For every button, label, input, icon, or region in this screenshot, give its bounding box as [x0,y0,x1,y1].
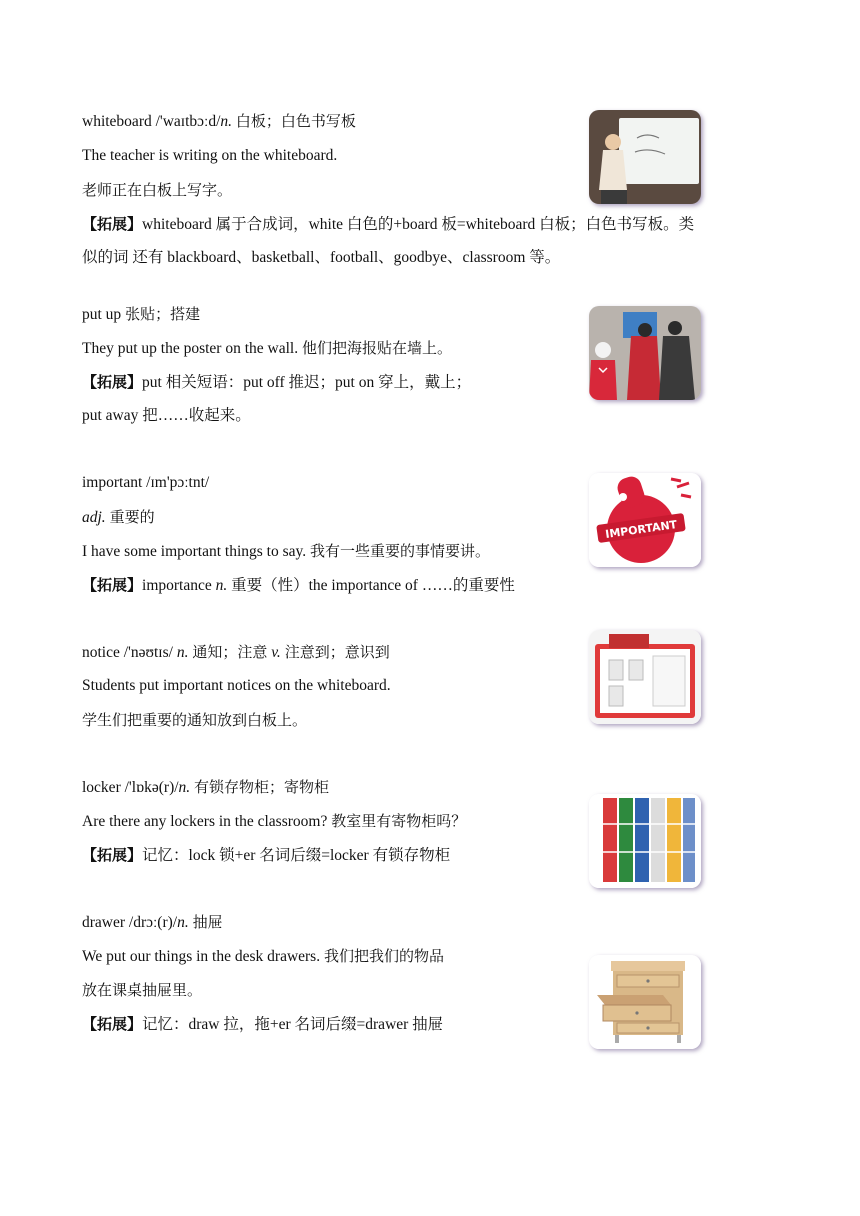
important-badge-photo [589,473,701,567]
entry-put-up-ext2: put away 把……收起来。 [82,407,251,424]
entry-notice-example-en: Students put important notices on the whiteboard. [82,677,391,694]
entry-whiteboard-example-cn: 老师正在白板上写字。 [82,181,233,199]
drawer-cabinet-photo [589,955,701,1049]
entry-locker-ext1: 【拓展】记忆：lock 锁+er 名词后缀=locker 有锁存物柜 [82,846,451,864]
poster-people-icon [589,306,701,400]
teacher-whiteboard-icon [589,110,701,204]
lockers-icon [589,794,701,888]
entry-important-pos: adj. 重要的 [82,508,155,526]
entry-whiteboard-ext1: 【拓展】whiteboard 属于合成词，white 白色的+board 板=whiteboard 白板；白色书写板。类 [82,215,695,233]
entry-drawer-ext1: 【拓展】记忆：draw 拉，拖+er 名词后缀=drawer 抽屉 [82,1015,444,1033]
important-badge-text: IMPORTANT [604,518,678,541]
entry-drawer-head: drawer /drɔː(r)/n. 抽屉 [82,913,223,931]
entry-put-up-ext1: 【拓展】put 相关短语：put off 推迟；put on 穿上，戴上； [82,373,472,391]
entry-locker-example: Are there any lockers in the classroom? 教室里有寄物柜吗？ [82,812,467,830]
lockers-photo [589,794,701,888]
entry-whiteboard-head: whiteboard /'waɪtbɔːd/n. 白板；白色书写板 [82,112,356,130]
notice-board-photo [589,630,701,724]
entry-put-up-example: They put up the poster on the wall. 他们把海报贴在墙上。 [82,339,452,357]
important-badge-icon [589,473,701,567]
entry-whiteboard-example-en: The teacher is writing on the whiteboard. [82,147,338,164]
drawer-cabinet-icon [589,955,701,1049]
entry-important-head: important /ɪm'pɔːtnt/ [82,474,210,491]
entry-important-ext1: 【拓展】importance n. 重要（性）the importance of ……的重要性 [82,576,515,594]
entry-notice-head: notice /'nəʊtɪs/ n. 通知；注意 v. 注意到；意识到 [82,643,390,661]
entry-locker-head: locker /'lɒkə(r)/n. 有锁存物柜；寄物柜 [82,778,330,796]
notice-board-icon [589,630,701,724]
teacher-whiteboard-photo [589,110,701,204]
entry-put-up-head: put up 张贴；搭建 [82,305,201,323]
entry-whiteboard-ext2: 似的词 还有 blackboard、basketball、football、goodbye、classroom 等。 [82,249,561,266]
entry-drawer-example: We put our things in the desk drawers. 我们把我们的物品 [82,947,444,965]
entry-drawer-example-cn2: 放在课桌抽屉里。 [82,981,203,999]
entry-important-example: I have some important things to say. 我有一些重要的事情要讲。 [82,542,491,560]
people-putting-up-poster-photo [589,306,701,400]
entry-notice-example-cn: 学生们把重要的通知放到白板上。 [82,711,308,729]
